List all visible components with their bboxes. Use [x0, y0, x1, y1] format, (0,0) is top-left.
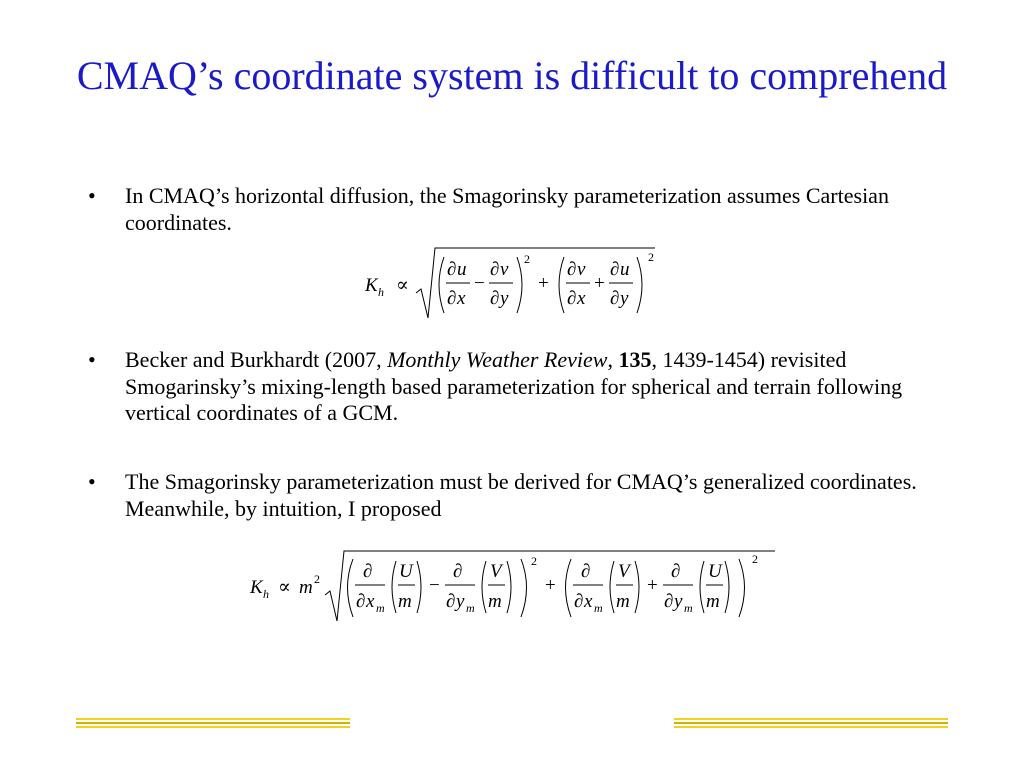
- eq2-rparen-inner: [635, 561, 639, 613]
- eq2-V: V: [490, 561, 502, 582]
- bullet-symbol: •: [88, 347, 96, 372]
- eq1-v: v: [577, 259, 586, 280]
- eq1-power: 2: [524, 252, 530, 266]
- eq2-lhs: K: [250, 577, 263, 598]
- eq2-plus: +: [647, 575, 658, 596]
- eq2-rparen-inner: [725, 561, 729, 613]
- eq2-lparen-inner: [482, 561, 486, 613]
- slide-title: CMAQ’s coordinate system is difficult to comprehend: [76, 53, 948, 98]
- eq2-lparen-2: [566, 559, 572, 617]
- equation-generalized: [245, 545, 780, 625]
- footer-rule-left: [76, 718, 350, 730]
- citation-comma: ,: [607, 347, 619, 372]
- eq2-x: x: [584, 591, 593, 612]
- eq1-partial: ∂: [567, 259, 577, 280]
- eq2-x: x: [366, 591, 375, 612]
- journal-name: Monthly Weather Review: [387, 347, 608, 372]
- eq2-lhs-sub: h: [263, 587, 269, 601]
- eq1-rparen-1: [517, 257, 522, 313]
- eq2-sub-m: m: [594, 601, 603, 615]
- eq2-power: 2: [752, 552, 758, 566]
- eq1-plus: +: [594, 273, 605, 294]
- footer-rule-right: [674, 718, 948, 730]
- eq2-U: U: [708, 561, 722, 582]
- eq1-partial: ∂: [490, 259, 500, 280]
- eq1-partial: ∂: [567, 288, 577, 309]
- eq2-partial: ∂: [363, 561, 373, 582]
- eq2-plus: +: [545, 575, 556, 596]
- citation-rest: , 1439-1454) revisited Smogarinsky’s mixing-length based parameterization for spherical and terrain following vertical coordinates of a GCM.: [125, 347, 903, 425]
- eq1-y: y: [500, 288, 509, 309]
- eq2-sub-m: m: [684, 601, 693, 615]
- eq1-lparen-2: [559, 257, 564, 313]
- eq2-power: 2: [531, 554, 537, 568]
- eq1-lhs: K: [365, 275, 378, 296]
- eq2-y: y: [674, 591, 683, 612]
- bullet-1-text: In CMAQ’s horizontal diffusion, the Smagorinsky parameterization assumes Cartesian coordinates.: [125, 183, 889, 235]
- eq1-partial: ∂: [490, 288, 500, 309]
- eq1-x: x: [457, 288, 466, 309]
- eq2-m: m: [488, 591, 502, 612]
- eq2-lparen-1: [348, 559, 354, 617]
- eq2-rparen-2: [739, 559, 745, 617]
- eq2-U: U: [399, 561, 413, 582]
- eq1-partial: ∂: [610, 288, 620, 309]
- eq1-y: y: [620, 288, 629, 309]
- eq2-lparen-inner: [392, 561, 396, 613]
- citation-prefix: Becker and Burkhardt (2007,: [125, 347, 388, 372]
- eq1-partial: ∂: [447, 288, 457, 309]
- eq2-m: m: [706, 591, 720, 612]
- eq2-sub-m: m: [466, 601, 475, 615]
- eq2-m-power: 2: [314, 572, 320, 586]
- eq1-v: v: [500, 259, 509, 280]
- eq2-partial: ∂: [664, 591, 674, 612]
- eq1-partial: ∂: [447, 259, 457, 280]
- eq1-u: u: [457, 259, 467, 280]
- eq2-sub-m: m: [376, 601, 385, 615]
- eq1-prop: ∝: [396, 275, 409, 296]
- eq2-V: V: [618, 561, 630, 582]
- eq1-lhs-sub: h: [378, 285, 384, 299]
- equation-cartesian: [360, 243, 660, 323]
- journal-volume: 135: [618, 347, 652, 372]
- bullet-2-text: [125, 347, 925, 427]
- bullet-3-text: The Smagorinsky parameterization must be derived for CMAQ’s generalized coordinates. Meanwhile, by intuition, I proposed: [125, 469, 917, 521]
- eq1-plus: +: [538, 273, 549, 294]
- eq2-partial: ∂: [671, 561, 681, 582]
- eq2-m: m: [398, 591, 412, 612]
- eq1-lparen-1: [439, 257, 444, 313]
- eq2-partial: ∂: [581, 561, 591, 582]
- eq2-rparen-inner: [507, 561, 511, 613]
- eq1-minus: −: [474, 273, 485, 294]
- eq2-m: m: [616, 591, 630, 612]
- eq2-lparen-inner: [610, 561, 614, 613]
- eq2-minus: −: [429, 575, 440, 596]
- eq2-partial: ∂: [356, 591, 366, 612]
- eq2-y: y: [456, 591, 465, 612]
- eq2-partial: ∂: [574, 591, 584, 612]
- eq1-power: 2: [648, 250, 654, 264]
- eq2-partial: ∂: [453, 561, 463, 582]
- eq2-lparen-inner: [700, 561, 704, 613]
- eq2-rparen-1: [521, 559, 527, 617]
- eq1-rparen-2: [637, 257, 642, 313]
- eq2-prop: ∝: [278, 577, 291, 598]
- bullet-symbol: •: [88, 183, 96, 208]
- bullet-symbol: •: [88, 469, 96, 494]
- eq1-x: x: [577, 288, 586, 309]
- eq1-partial: ∂: [610, 259, 620, 280]
- eq1-u: u: [620, 259, 630, 280]
- eq2-partial: ∂: [446, 591, 456, 612]
- eq2-m: m: [299, 577, 313, 598]
- eq2-rparen-inner: [417, 561, 421, 613]
